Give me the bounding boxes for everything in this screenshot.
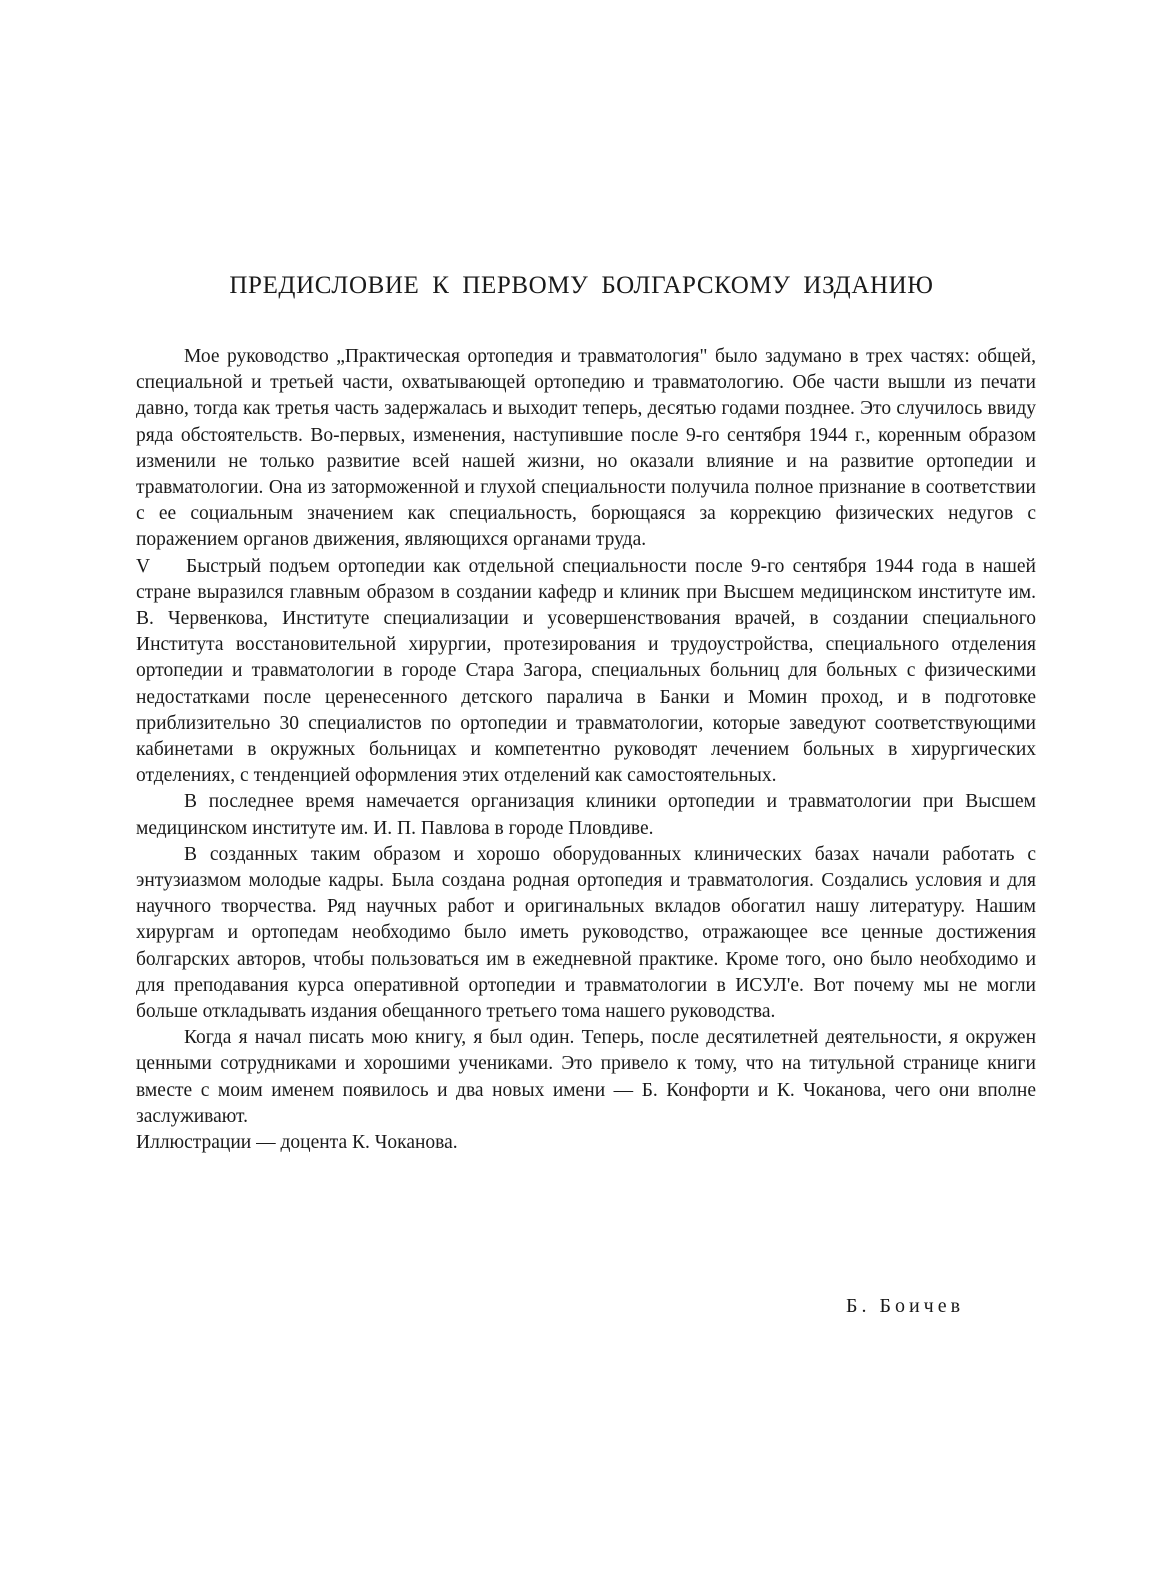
margin-mark: V	[136, 555, 151, 577]
author-signature: Б. Боичев	[846, 1295, 965, 1317]
page-title: ПРЕДИСЛОВИЕ К ПЕРВОМУ БОЛГАРСКОМУ ИЗДАНИЮ	[229, 272, 934, 299]
paragraph-1: Мое руководство „Практическая ортопедия и травматология" было задумано в трех частях: общей, специальной и третьей части, охватывающей ортопедию и травматологию. Обе части вышли из печати давно, тогда как третья часть задержалась и выходит теперь, десятью годами позднее. Это случилось ввиду ряда обстоятельств. Во-первых, изменения, наступившие после 9-го сентября 1944 г., коренным образом изменили не только развитие всей нашей жизни, но оказали влияние и на развитие ортопедии и травматологии. Она из заторможенной и глухой специальности получила полное признание в соответствии с ее социальным значением как специальность, борющаяся за коррекцию физических недугов с поражением органов движения, являющихся органами труда.	[136, 346, 1036, 551]
preface-body	[136, 344, 1036, 1156]
paragraph-5: Когда я начал писать мою книгу, я был один. Теперь, после десятилетней деятельности, я окружен ценными сотрудниками и хорошими учениками. Это привело к тому, что на титульной странице книги вместе с моим именем появилось и два новых имени — Б. Конфорти и К. Чоканова, чего они вполне заслуживают.	[136, 1027, 1036, 1127]
illustrations-credit: Иллюстрации — доцента К. Чоканова.	[136, 1132, 458, 1154]
paragraph-3: В последнее время намечается организация клиники ортопедии и травматологии при Высшем медицинском институте им. И. П. Павлова в городе Пловдиве.	[136, 791, 1036, 839]
paragraph-4: В созданных таким образом и хорошо оборудованных клинических базах начали работать с энтузиазмом молодые кадры. Была создана родная ортопедия и травматология. Создались условия и для научного творчества. Ряд научных работ и оригинальных вкладов обогатил нашу литературу. Нашим хирургам и ортопедам необходимо было иметь руководство, отражающее все ценные достижения болгарских авторов, чтобы пользоваться им в ежедневной практике. Кроме того, оно было необходимо и для преподавания курса оперативной ортопедии и травматологии в ИСУЛ'е. Вот почему мы не могли больше откладывать издания обещанного третьего тома нашего руководства.	[136, 843, 1036, 1023]
paragraph-2-container	[136, 554, 1036, 790]
paragraph-2: Быстрый подъем ортопедии как отдельной специальности после 9-го сентября 1944 года в нашей стране выразился главным образом в создании кафедр и клиник при Высшем медицинском институте им. В. Червенкова, Институте специализации и усовершенствования врачей, в создании специального Института восстановительной хирургии, протезирования и трудоустройства, специального отделения ортопедии и травматологии в городе Стара Загора, специальных больниц для больных с физическими недостатками после цеpенесенного детского паралича в Банки и Момин проход, и в подготовке приблизительно 30 специалистов по ортопедии и травматологии, которые заведуют соответствующими кабинетами в окружных больницах и компетентно руководят лечением больных в хирургических отделениях, с тенденцией оформления этих отделений как самостоятельных.	[136, 555, 1036, 787]
